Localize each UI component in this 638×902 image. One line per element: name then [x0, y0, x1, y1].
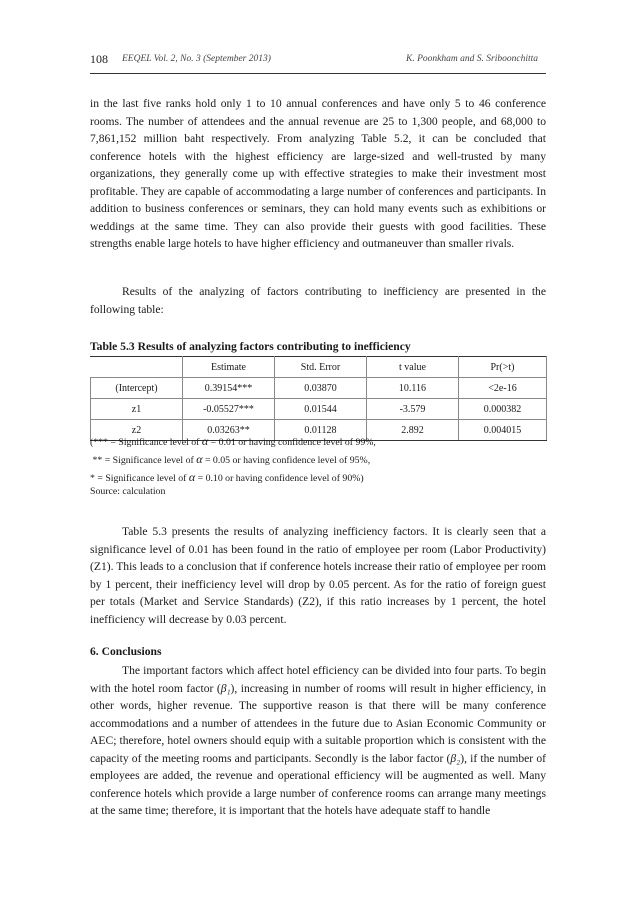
table-header-cell — [91, 357, 183, 378]
table-cell: 0.03870 — [275, 378, 367, 399]
note-text: = 0.10 or having confidence level of 90%) — [195, 473, 364, 484]
table-cell: <2e-16 — [459, 378, 547, 399]
table-cell: 0.01544 — [275, 399, 367, 420]
paragraph-text: ), increasing in number of rooms will result in higher efficiency, in other words, higher revenue. The supportive reason is that there will be many conference accommodations and a number of attendees in the future due to Asian Economic Community or AEC; therefore, hotel owners should equip with a suitable proportion which is consistent with the capacity of the meeting rooms and participants. Secondly is the labor factor ( — [90, 681, 546, 765]
beta2-symbol: β₂ — [450, 751, 461, 765]
beta1-symbol: β₁ — [220, 681, 231, 695]
table-caption: Table 5.3 Results of analyzing factors contributing to inefficiency — [90, 340, 411, 353]
table-cell: 0.01128 — [275, 420, 367, 441]
significance-note — [90, 433, 376, 451]
table-header-row — [91, 357, 547, 378]
note-text: * = Significance level of — [90, 473, 189, 484]
alpha-symbol: α — [196, 452, 203, 466]
note-text: (*** = Significance level of — [90, 437, 202, 448]
section-title: 6. Conclusions — [90, 645, 162, 658]
note-text: = 0.01 or having confidence level of 99%, — [208, 437, 376, 448]
table-header-cell: Estimate — [183, 357, 275, 378]
alpha-symbol: α — [188, 470, 196, 484]
table-cell: -3.579 — [367, 399, 459, 420]
table-header-cell: Pr(>t) — [459, 357, 547, 378]
table-cell: 0.000382 — [459, 399, 547, 420]
results-table — [90, 356, 547, 441]
note-text: = 0.05 or having confidence level of 95%, — [202, 455, 371, 466]
table-cell: z1 — [91, 399, 183, 420]
table-row — [91, 399, 547, 420]
significance-notes — [90, 433, 376, 487]
page-number: 108 — [90, 52, 108, 66]
table-cell: z2 — [91, 420, 183, 441]
table-cell: 0.39154*** — [183, 378, 275, 399]
body-paragraph-1: in the last five ranks hold only 1 to 10 annual conferences and have only 5 to 46 conference rooms. The number of attendees and the annual revenue are 25 to 1,300 people, and 68,000 to 7,861,152 million baht respectively. From analyzing Table 5.2, it can be concluded that conference hotels with the highest efficiency are large-sized and well-trusted by many organizations, they generally come up with effective strategies to make their investment most profitable. They are capable of accommodating a large number of conferences and participants. In addition to business conferences or seminars, they can hold many events such as exhibitions or weddings at the same time. They can also provide their guests with good facilities. These strengths enable large hotels to have higher efficiency and outmaneuver than smaller rivals. — [90, 97, 546, 250]
body-paragraph-4 — [90, 662, 546, 820]
alpha-symbol: α — [201, 434, 209, 448]
table-cell: 10.116 — [367, 378, 459, 399]
paragraph-text: ), if the number of employees are added, the revenue and operational efficiency will be augmented as well. Many conference hotels which provide a large number of conference rooms can arrange many meetings at the same time; therefore, it is important that the hotels have adequate staff to handle — [90, 751, 546, 817]
table-cell: (Intercept) — [91, 378, 183, 399]
header-rule — [90, 73, 546, 74]
table-source: Source: calculation — [90, 486, 166, 497]
table-cell: 2.892 — [367, 420, 459, 441]
significance-note — [90, 451, 376, 469]
journal-citation: EEQEL Vol. 2, No. 3 (September 2013) — [122, 54, 271, 64]
table-row — [91, 378, 547, 399]
table-cell: -0.05527*** — [183, 399, 275, 420]
table-cell: 0.03263** — [183, 420, 275, 441]
table-header-cell: t value — [367, 357, 459, 378]
page-header — [90, 52, 538, 72]
author-names: K. Poonkham and S. Sriboonchitta — [406, 54, 538, 64]
significance-note — [90, 469, 376, 487]
body-paragraph-2: Results of the analyzing of factors contributing to inefficiency are presented in the following table: — [90, 285, 546, 316]
paragraph-text: The important factors which affect hotel efficiency can be divided into four parts. To begin with the hotel room factor ( — [90, 664, 546, 695]
table-cell: 0.004015 — [459, 420, 547, 441]
note-text: ** = Significance level of — [90, 455, 197, 466]
body-paragraph-3: Table 5.3 presents the results of analyzing inefficiency factors. It is clearly seen that a significance level of 0.01 has been found in the ratio of employee per room (Labor Productivity) (Z1). This leads to a conclusion that if conference hotels increase their ratio of employee per room by 1 percent, their inefficiency level will drop by 0.05 percent. As for the ratio of foreign guest per totals (Market and Service Standards) (Z2), if this ratio increases by 1 percent, the hotel inefficiency will decrease by 0.03 percent. — [90, 525, 546, 626]
table-header-cell: Std. Error — [275, 357, 367, 378]
